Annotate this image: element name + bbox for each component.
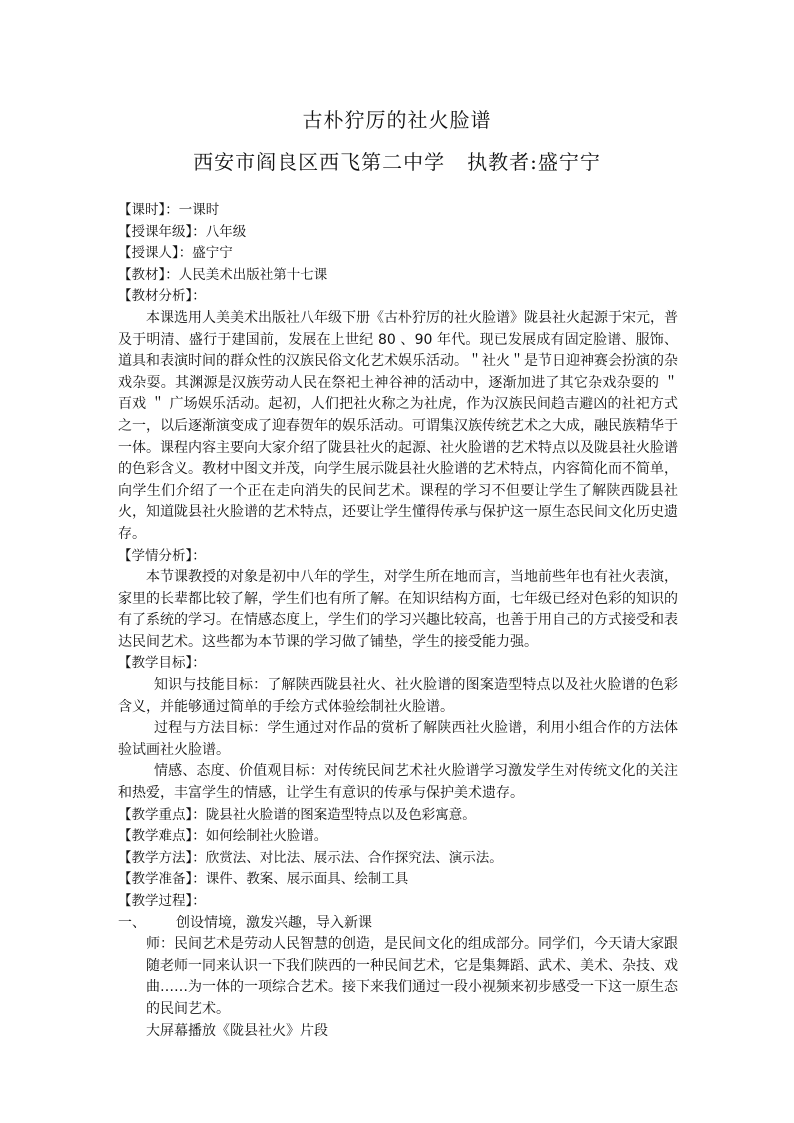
document-title: 古朴狞厉的社火脸谱 bbox=[302, 108, 492, 132]
difficulty: 【教学难点】：如何绘制社火脸谱。 bbox=[118, 828, 328, 845]
meta-textbook: 【教材】：人民美术出版社第十七课 bbox=[118, 266, 328, 283]
school-name: 西安市阎良区西飞第二中学 bbox=[193, 150, 446, 174]
goal-emotion: 情感、态度、价值观目标：对传统民间艺术社火脸谱学习激发学生对传统文化的关注和热爱，丰富学生的情感，让学生有意识的传承与保护美术遗存。 bbox=[118, 763, 678, 802]
goal-knowledge: 知识与技能目标：了解陕西陇县社火、社火脸谱的图案造型特点以及社火脸谱的色彩含义，并能够通过简单的手绘方式体验绘制社火脸谱。 bbox=[118, 677, 678, 715]
analysis-heading: 【教材分析】： bbox=[118, 288, 206, 305]
analysis-paragraph: 本课选用人美美术出版社八年级下册《古朴狞厉的社火脸谱》陇县社火起源于宋元，普及于明清、盛行于建国前，发展在上世纪 80 、90 年代。现已发展成有固定脸谱、服饰、道具和表演时间的群众性的汉族民俗文化艺术娱乐活动。＂社火＂是节日迎神赛会扮演的杂戏杂耍。其渊源是汉族劳动人民在祭祀土神谷神的活动中，逐渐加进了其它杂戏杂耍的 ＂百戏 ＂ 广场娱乐活动。起初，人们把社火称之为社虎，作为汉族民间趋吉避凶的社祀方式之一，以后逐渐演变成了迎春贺年的娱乐活动。可谓集汉族传统艺术之大成，融民族精华于一体。课程内容主要向大家介绍了陇县社火的起源、社火脸谱的艺术特点以及陇县社火脸谱的色彩含义。教材中图文并茂，向学生展示陇县社火脸谱的艺术特点，内容简化而不简单，向学生们介绍了一个正在走向消失的民间艺术。课程的学习不但要让学生了解陕西陇县社火，知道陇县社火脸谱的艺术特点，还要让学生懂得传承与保护这一原生态民间文化历史遗存。 bbox=[118, 309, 678, 542]
process-heading: 【教学过程】： bbox=[118, 893, 206, 909]
document-body bbox=[118, 200, 678, 1042]
meta-instructor: 【授课人】：盛宁宁 bbox=[118, 245, 233, 262]
meta-grade: 【授课年级】：八年级 bbox=[118, 223, 247, 240]
methods: 【教学方法】：欣赏法、对比法、展示法、合作探究法、演示法。 bbox=[118, 849, 503, 866]
learners-paragraph: 本节课教授的对象是初中八年的学生，对学生所在地而言，当地前些年也有社火表演，家里的长辈都比较了解，学生们也有所了解。在知识结构方面，七年级已经对色彩的知识的有了系统的学习。在情感态度上，学生们的学习兴趣比较高，也善于用自己的方式接受和表达民间艺术。这些都为本节课的学习做了铺垫，学生的接受能力强。 bbox=[118, 569, 678, 650]
learners-heading: 【学情分析】： bbox=[118, 547, 206, 564]
document-subtitle bbox=[0, 146, 794, 175]
step-1-title: 创设情境，激发兴趣，导入新课 bbox=[176, 914, 372, 931]
goals-heading: 【教学目标】： bbox=[118, 655, 206, 672]
step-1 bbox=[118, 913, 678, 935]
preparation: 【教学准备】：课件、教案、展示面具、绘制工具 bbox=[118, 871, 409, 888]
video-note: 大屏幕播放《陇县社火》片段 bbox=[146, 1022, 328, 1039]
meta-period: 【课时】：一课时 bbox=[118, 202, 220, 218]
teacher-name: 执教者:盛宁宁 bbox=[467, 150, 601, 174]
goal-process: 过程与方法目标：学生通过对作品的赏析了解陕西社火脸谱，利用小组合作的方法体验试画社火脸谱。 bbox=[118, 720, 678, 758]
key-point: 【教学重点】：陇县社火脸谱的图案造型特点以及色彩寓意。 bbox=[118, 806, 476, 823]
step-1-number: 一、 bbox=[118, 914, 146, 931]
teacher-speech: 师：民间艺术是劳动人民智慧的创造，是民间文化的组成部分。同学们，今天请大家跟随老师一同来认识一下我们陕西的一种民间艺术，它是集舞蹈、武术、美术、杂技、戏曲……为一体的一项综合艺术。接下来我们通过一段小视频来初步感受一下这一原生态的民间艺术。 bbox=[146, 936, 678, 1017]
